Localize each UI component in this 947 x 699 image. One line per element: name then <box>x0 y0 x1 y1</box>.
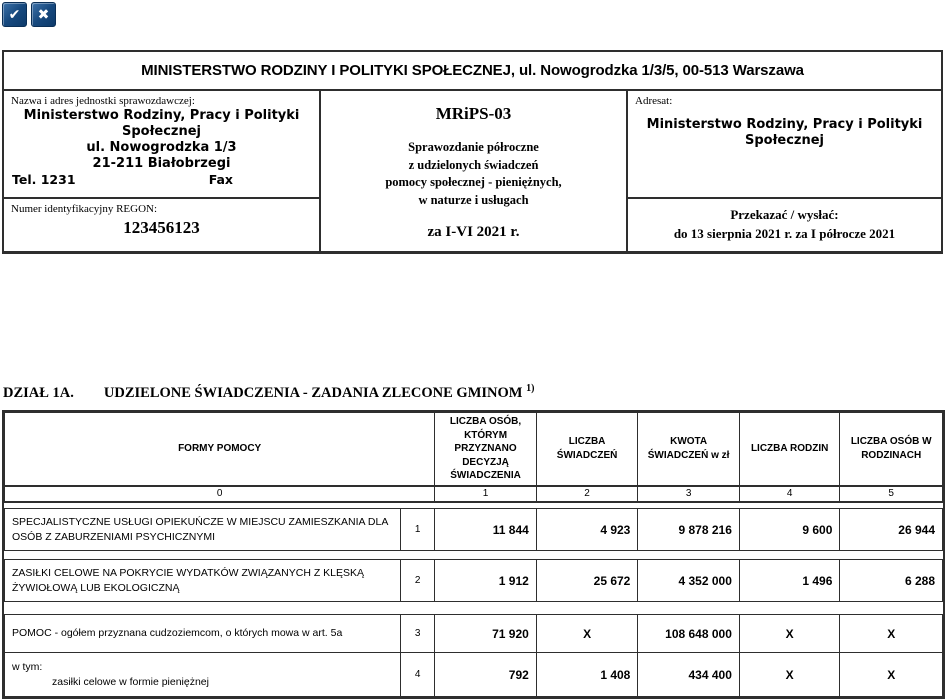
deadline-cell <box>628 199 941 251</box>
column-number-row <box>5 486 943 502</box>
spacer-row <box>5 502 943 509</box>
form-desc-line1: Sprawozdanie półroczne <box>408 140 539 154</box>
reporting-unit-city: 21-211 Białobrzegi <box>92 155 231 171</box>
column-number: 0 <box>5 486 435 502</box>
cell-value: 9 600 <box>739 509 840 551</box>
reporting-unit-label: Nazwa i adres jednostki sprawozdawczej: <box>11 95 195 107</box>
regon-value: 123456123 <box>123 218 200 237</box>
col-header-liczba-osob: LICZBA OSÓB, KTÓRYM PRZYZNANO DECYZJĄ ŚWIADCZENIA <box>435 413 537 486</box>
table-row <box>5 615 943 653</box>
reporting-unit-street: ul. Nowogrodzka 1/3 <box>86 139 237 155</box>
row-label: POMOC - ogółem przyznana cudzoziemcom, o których mowa w art. 5a <box>5 615 401 653</box>
cell-value: 4 923 <box>536 509 638 551</box>
tel-label: Tel. 1231 <box>12 172 76 188</box>
footnote-reference: 1) <box>526 383 535 394</box>
column-number: 3 <box>638 486 740 502</box>
form-header-columns <box>4 91 941 251</box>
regon-cell <box>4 199 319 251</box>
cell-value: 1 912 <box>435 560 537 602</box>
reporting-unit-name: Ministerstwo Rodziny, Pracy i Polityki Społecznej <box>23 108 300 139</box>
table-row <box>5 509 943 551</box>
cell-value: 11 844 <box>435 509 537 551</box>
cell-value: 25 672 <box>536 560 638 602</box>
column-number: 2 <box>536 486 638 502</box>
form-period: za I-VI 2021 r. <box>427 224 520 240</box>
fax-label: Fax <box>208 172 233 188</box>
column-number: 5 <box>840 486 943 502</box>
table-row <box>5 560 943 602</box>
deadline-value: do 13 sierpnia 2021 r. za I półrocze 2021 <box>673 225 896 241</box>
cell-value: 108 648 000 <box>638 615 740 653</box>
addressee-value: Ministerstwo Rodziny, Pracy i Polityki Społecznej <box>646 117 923 148</box>
col-header-kwota: KWOTA ŚWIADCZEŃ w zł <box>638 413 740 486</box>
cell-value: 9 878 216 <box>638 509 740 551</box>
form-code: MRiPS-03 <box>435 104 512 123</box>
section-title <box>3 383 534 402</box>
form-desc-line4: w naturze i usługach <box>418 192 529 207</box>
cell-value: 1 408 <box>536 653 638 697</box>
deadline-label: Przekazać / wysłać: <box>730 207 839 222</box>
reporting-unit-column <box>4 91 319 251</box>
column-number: 4 <box>739 486 840 502</box>
form-desc-line2: z udzielonych świadczeń <box>408 157 539 172</box>
reporting-unit-cell <box>4 91 319 199</box>
spacer-row <box>5 602 943 615</box>
addressee-cell <box>628 91 941 199</box>
row-number: 4 <box>401 653 435 697</box>
check-icon: ✔ <box>8 6 21 23</box>
column-number: 1 <box>435 486 537 502</box>
table-header-row <box>5 413 943 486</box>
cell-value: X <box>739 615 840 653</box>
row-label: w tym: zasiłki celowe w formie pieniężnej <box>5 653 401 697</box>
spacer-row <box>5 551 943 560</box>
form-header-block <box>2 50 943 254</box>
cell-value: 26 944 <box>840 509 943 551</box>
cell-value: X <box>840 615 943 653</box>
row-number: 1 <box>401 509 435 551</box>
cell-value: 1 496 <box>739 560 840 602</box>
col-header-liczba-rodzin: LICZBA RODZIN <box>739 413 840 486</box>
section-name: UDZIELONE ŚWIADCZENIA - ZADANIA ZLECONE GMINOM <box>103 384 523 401</box>
form-desc-line3: pomocy społecznej - pieniężnych, <box>385 175 562 189</box>
cell-value: 6 288 <box>840 560 943 602</box>
cell-value: 792 <box>435 653 537 697</box>
toolbar <box>2 2 56 27</box>
form-info-column <box>319 91 628 251</box>
col-header-formy-pomocy: FORMY POMOCY <box>5 413 435 486</box>
cancel-button[interactable] <box>31 2 56 27</box>
confirm-button[interactable] <box>2 2 27 27</box>
row-label: SPECJALISTYCZNE USŁUGI OPIEKUŃCZE W MIEJSCU ZAMIESZKANIA DLA OSÓB Z ZABURZENIAMI PSYCHICZNYMI <box>5 509 401 551</box>
section-number: DZIAŁ 1A. <box>3 384 74 401</box>
cell-value: 71 920 <box>435 615 537 653</box>
cell-value: X <box>739 653 840 697</box>
table-row <box>5 653 943 697</box>
cell-value: 4 352 000 <box>638 560 740 602</box>
cell-value: 434 400 <box>638 653 740 697</box>
report-table <box>2 410 945 699</box>
col-header-liczba-swiadczen: LICZBA ŚWIADCZEŃ <box>536 413 638 486</box>
ministry-title: MINISTERSTWO RODZINY I POLITYKI SPOŁECZNEJ, ul. Nowogrodzka 1/3/5, 00-513 Warszawa <box>4 52 941 91</box>
cell-value: X <box>536 615 638 653</box>
regon-label: Numer identyfikacyjny REGON: <box>11 203 158 215</box>
addressee-column <box>628 91 941 251</box>
row-number: 2 <box>401 560 435 602</box>
row-label: ZASIŁKI CELOWE NA POKRYCIE WYDATKÓW ZWIĄZANYCH Z KLĘSKĄ ŻYWIOŁOWĄ LUB EKOLOGICZNĄ <box>5 560 401 602</box>
col-header-osoby-w-rodzinach: LICZBA OSÓB W RODZINACH <box>840 413 943 486</box>
close-icon: ✖ <box>37 6 50 23</box>
cell-value: X <box>840 653 943 697</box>
addressee-label: Adresat: <box>635 95 673 107</box>
row-number: 3 <box>401 615 435 653</box>
